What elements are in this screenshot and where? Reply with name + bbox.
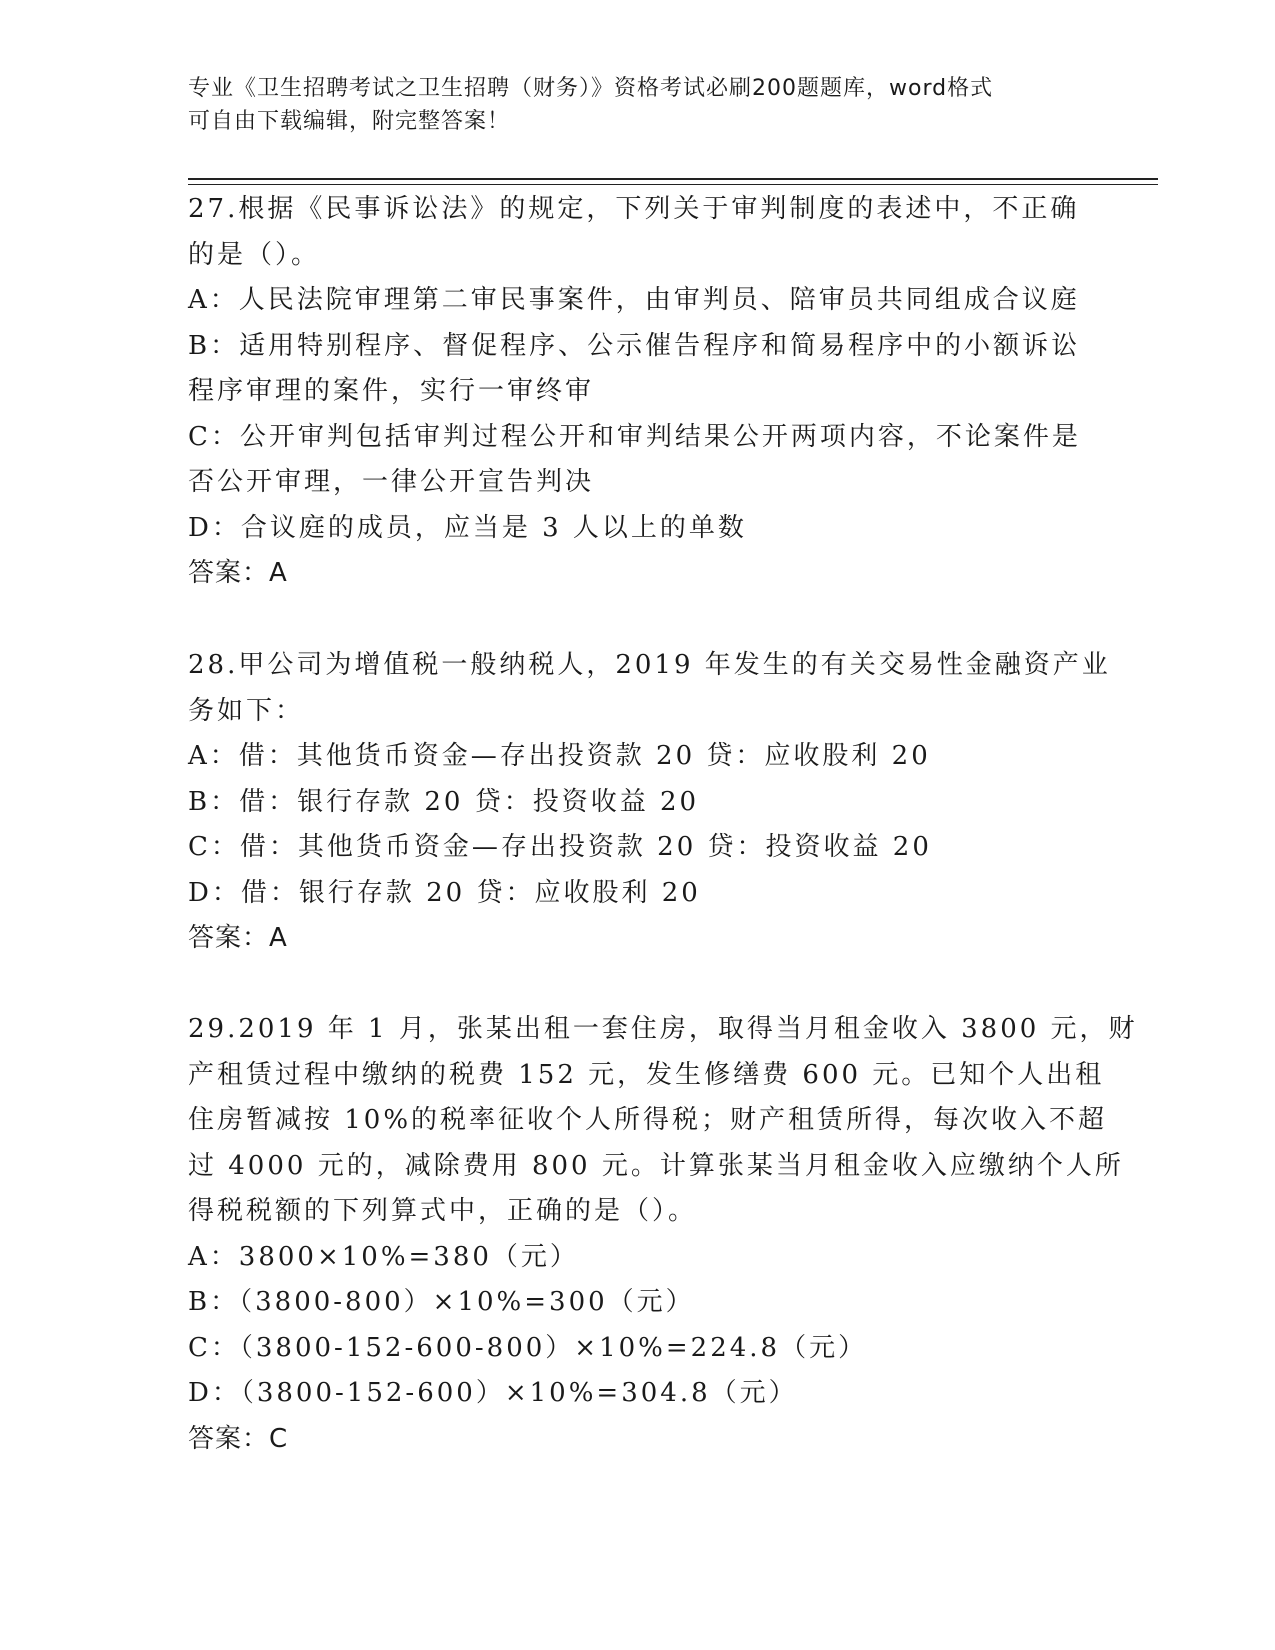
option-c: C：（3800-152-600-800）×10%=224.8（元） [188, 1332, 868, 1363]
option-a: A：3800×10%=380（元） [188, 1241, 579, 1272]
option-d: D：借：银行存款 20 贷：应收股利 20 [188, 877, 701, 908]
option-c: C：公开审判包括审判过程公开和审判结果公开两项内容，不论案件是 [188, 421, 1081, 452]
question-stem-line: 务如下： [188, 695, 305, 726]
option-b: B：适用特别程序、督促程序、公示催告程序和简易程序中的小额诉讼 [188, 330, 1081, 361]
answer-label: 答案：C [188, 1423, 289, 1454]
option-a: A：借：其他货币资金—存出投资款 20 贷：应收股利 20 [188, 741, 931, 771]
header-divider-thin [188, 184, 1158, 185]
question-stem-line: 过 4000 元的，减除费用 800 元。计算张某当月租金收入应缴纳个人所 [188, 1150, 1124, 1181]
question-stem-line: 住房暂减按 10%的税率征收个人所得税；财产租赁所得，每次收入不超 [188, 1105, 1108, 1135]
document-header [188, 72, 1068, 138]
question-stem-line: 29.2019 年 1 月，张某出租一套住房，取得当月租金收入 3800 元，财 [188, 1014, 1138, 1044]
answer-label: 答案：A [188, 558, 288, 588]
question-29 [188, 1007, 1138, 1462]
option-d: D：合议庭的成员，应当是 3 人以上的单数 [188, 512, 747, 543]
question-stem-line: 的是（）。 [188, 239, 321, 270]
option-b: B：（3800-800）×10%=300（元） [188, 1287, 695, 1317]
question-stem-line: 产租赁过程中缴纳的税费 152 元，发生修缮费 600 元。已知个人出租 [188, 1059, 1105, 1090]
header-line-1: 专业《卫生招聘考试之卫生招聘（财务）》资格考试必刷200题题库，word格式 [188, 76, 994, 101]
option-a: A：人民法院审理第二审民事案件，由审判员、陪审员共同组成合议庭 [188, 285, 1080, 315]
option-c-continued: 否公开审理，一律公开宣告判决 [188, 467, 595, 497]
option-b-continued: 程序审理的案件，实行一审终审 [188, 376, 595, 406]
answer-label: 答案：A [188, 923, 288, 953]
header-line-2: 可自由下载编辑，附完整答案！ [188, 109, 511, 134]
question-27 [188, 187, 1088, 597]
question-stem-line: 27.根据《民事诉讼法》的规定，下列关于审判制度的表述中，不正确 [188, 194, 1080, 224]
question-stem-line: 得税税额的下列算式中，正确的是（）。 [188, 1196, 698, 1226]
option-d: D：（3800-152-600）×10%=304.8（元） [188, 1378, 798, 1408]
option-b: B：借：银行存款 20 贷：投资收益 20 [188, 786, 700, 817]
header-divider-thick [188, 178, 1158, 180]
question-stem-line: 28.甲公司为增值税一般纳税人，2019 年发生的有关交易性金融资产业 [188, 650, 1111, 680]
option-c: C：借：其他货币资金—存出投资款 20 贷：投资收益 20 [188, 832, 932, 862]
question-28 [188, 643, 1111, 962]
